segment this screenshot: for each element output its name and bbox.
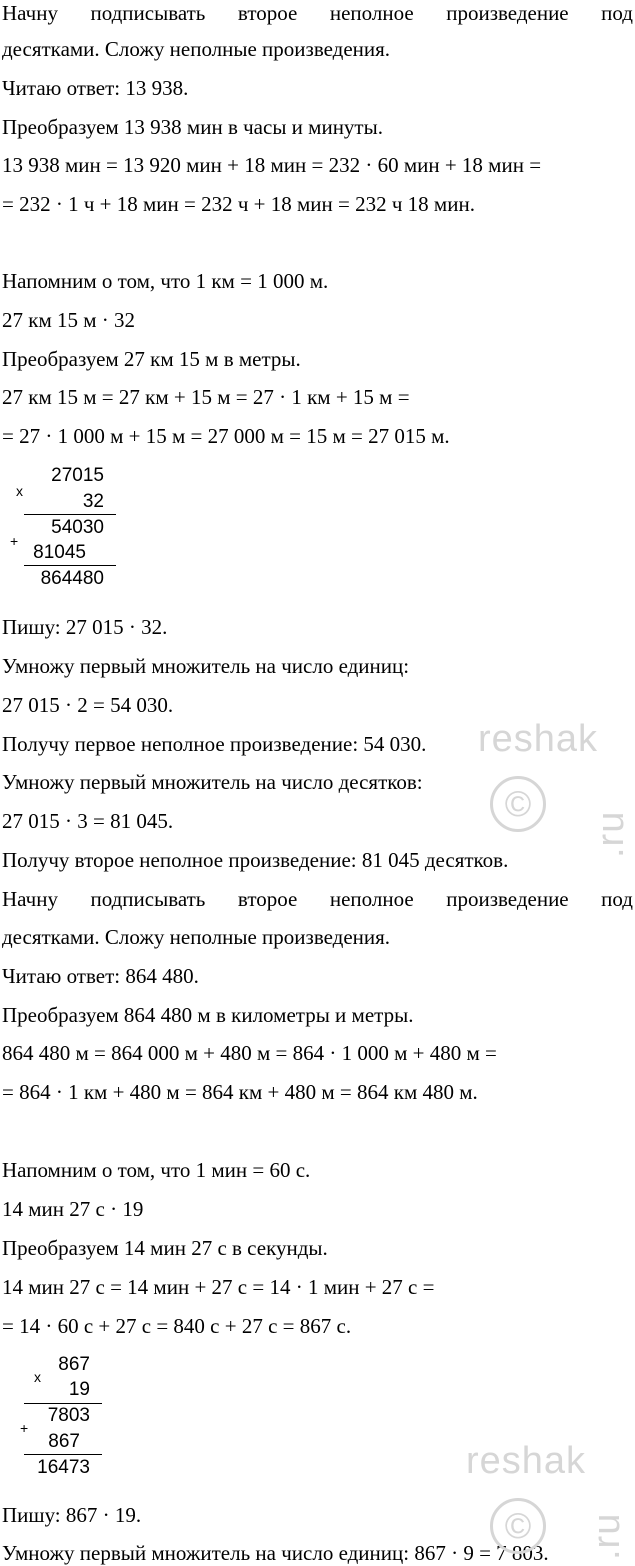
watermark-text: reshak bbox=[466, 1440, 587, 1482]
equation-line: 27 015 · 2 = 54 030. bbox=[2, 693, 174, 717]
column-multiplication-2 bbox=[14, 1352, 104, 1482]
equation-line: 27 км 15 м = 27 км + 15 м = 27 · 1 км + 15 м = bbox=[2, 385, 410, 409]
text-line: Получу первое неполное произведение: 54 030. bbox=[2, 732, 427, 756]
equation-line: = 27 · 1 000 м + 15 м = 27 000 м = 15 м = 27 015 м. bbox=[2, 424, 450, 448]
multiplier: 32 bbox=[82, 491, 104, 512]
text-line: Преобразуем 14 мин 27 с в секунды. bbox=[2, 1236, 328, 1260]
text-line: Начну подписывать второе неполное произведение под bbox=[2, 1, 633, 25]
text-line: Напомним о том, что 1 км = 1 000 м. bbox=[2, 269, 329, 293]
plus-sign: + bbox=[10, 533, 19, 549]
text-line: Пишу: 867 · 19. bbox=[2, 1503, 142, 1527]
partial-product-1: 54030 bbox=[51, 517, 104, 538]
equation-line: 14 мин 27 с = 14 мин + 27 с = 14 · 1 мин + 27 с = bbox=[2, 1275, 435, 1299]
partial-product-1: 7803 bbox=[47, 1405, 90, 1426]
equation-line: = 14 · 60 с + 27 с = 840 с + 27 с = 867 с. bbox=[2, 1314, 352, 1338]
watermark-domain: .ru bbox=[590, 810, 632, 858]
text-line: Читаю ответ: 864 480. bbox=[2, 964, 199, 988]
text-line: Преобразуем 864 480 м в километры и метры. bbox=[2, 1003, 414, 1027]
partial-product-2: 81045 bbox=[33, 542, 86, 563]
equation-line: 27 км 15 м · 32 bbox=[2, 308, 136, 332]
product-result: 864480 bbox=[40, 568, 104, 589]
text-line: Умножу первый множитель на число единиц: 867 · 9 = 7 803. bbox=[2, 1541, 549, 1565]
partial-product-2: 867 bbox=[48, 1431, 80, 1452]
plus-sign: + bbox=[20, 1420, 29, 1436]
watermark-domain: .ru bbox=[586, 1512, 628, 1560]
text-line: Преобразуем 27 км 15 м в метры. bbox=[2, 347, 301, 371]
text-line: Умножу первый множитель на число единиц: bbox=[2, 654, 410, 678]
times-sign: x bbox=[16, 483, 23, 499]
equation-line: 13 938 мин = 13 920 мин + 18 мин = 232 · 60 мин + 18 мин = bbox=[2, 153, 542, 177]
text-line: Умножу первый множитель на число десятков: bbox=[2, 770, 423, 794]
line-divider bbox=[24, 1454, 102, 1455]
line-divider bbox=[24, 1403, 102, 1404]
multiplicand: 27015 bbox=[51, 465, 104, 486]
text-line: десятками. Сложу неполные произведения. bbox=[2, 925, 391, 949]
product-result: 16473 bbox=[37, 1457, 90, 1478]
multiplicand: 867 bbox=[58, 1354, 90, 1375]
equation-line: 864 480 м = 864 000 м + 480 м = 864 · 1 000 м + 480 м = bbox=[2, 1041, 497, 1065]
text-line: Получу второе неполное произведение: 81 045 десятков. bbox=[2, 848, 509, 872]
equation-line: = 232 · 1 ч + 18 мин = 232 ч + 18 мин = 232 ч 18 мин. bbox=[2, 192, 475, 216]
equation-line: 27 015 · 3 = 81 045. bbox=[2, 809, 174, 833]
line-divider bbox=[24, 565, 116, 566]
watermark-text: reshak bbox=[478, 718, 599, 760]
watermark-copyright-icon: © bbox=[490, 1498, 546, 1554]
text-line: Напомним о том, что 1 мин = 60 с. bbox=[2, 1158, 311, 1182]
column-multiplication-1 bbox=[10, 463, 116, 593]
text-line: Пишу: 27 015 · 32. bbox=[2, 615, 168, 639]
multiplier: 19 bbox=[68, 1379, 90, 1400]
text-line: десятками. Сложу неполные произведения. bbox=[2, 37, 391, 61]
line-divider bbox=[24, 514, 116, 515]
text-line: Читаю ответ: 13 938. bbox=[2, 76, 189, 100]
text-line: Начну подписывать второе неполное произведение под bbox=[2, 887, 633, 911]
equation-line: = 864 · 1 км + 480 м = 864 км + 480 м = 864 км 480 м. bbox=[2, 1080, 478, 1104]
times-sign: x bbox=[34, 1369, 41, 1385]
watermark-copyright-icon: © bbox=[490, 776, 546, 832]
equation-line: 14 мин 27 с · 19 bbox=[2, 1197, 144, 1221]
text-line: Преобразуем 13 938 мин в часы и минуты. bbox=[2, 115, 383, 139]
